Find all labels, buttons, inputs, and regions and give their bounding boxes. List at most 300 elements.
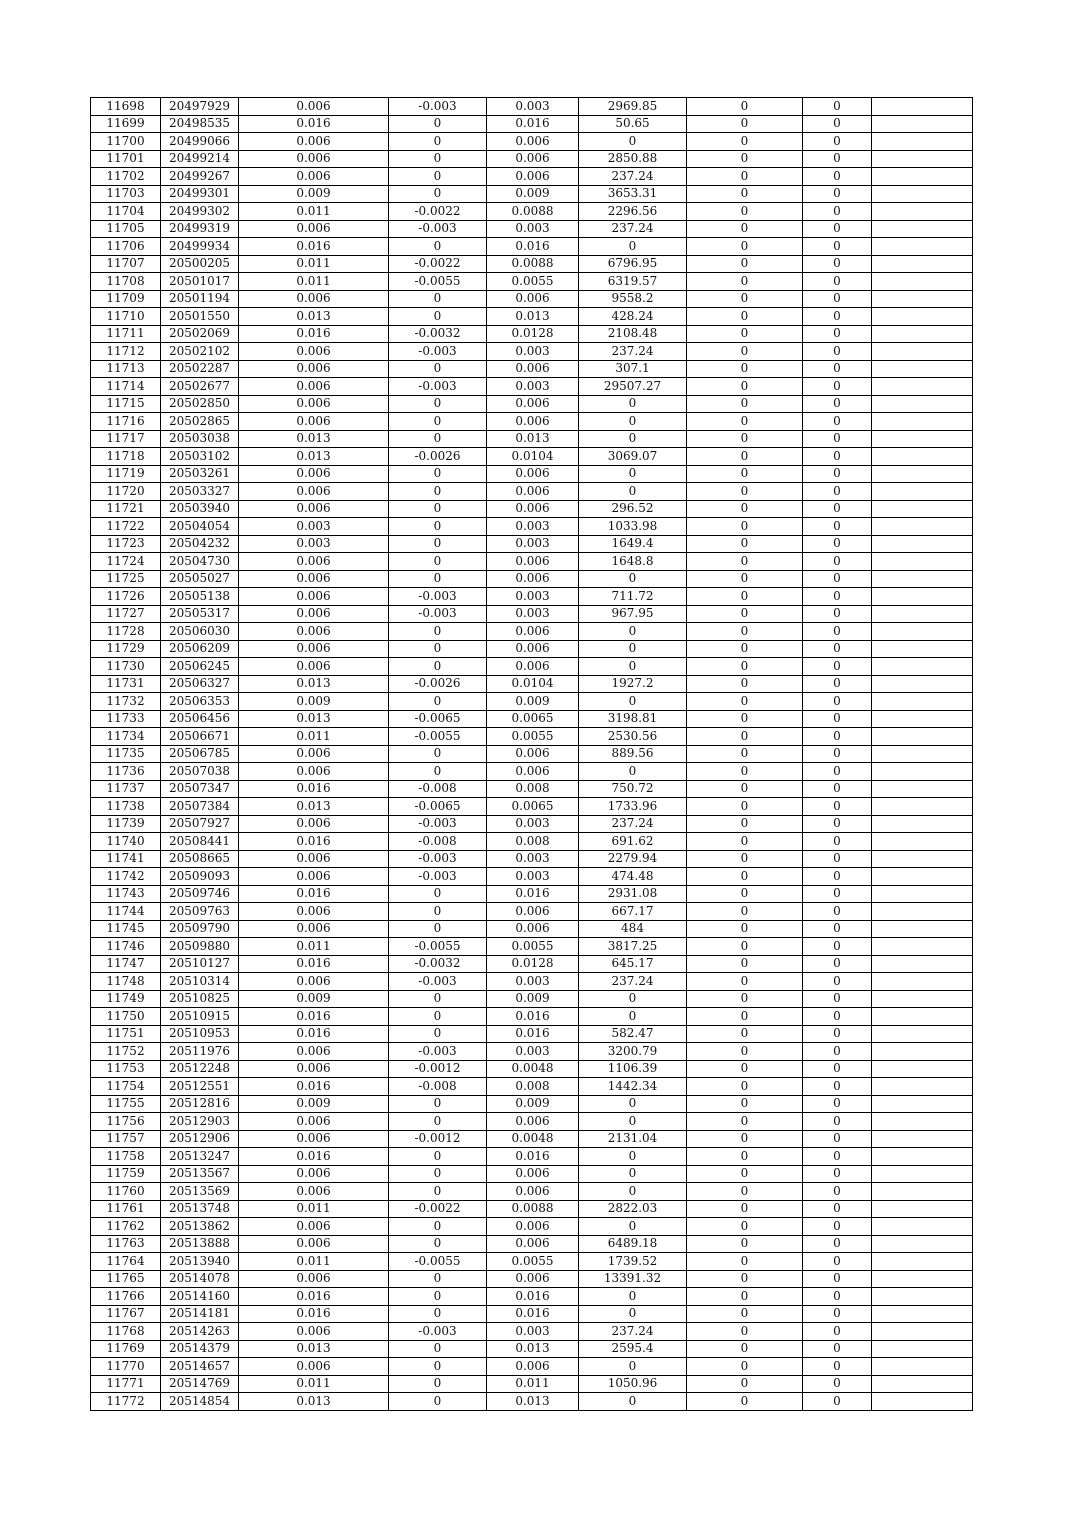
cell-record-id: 20512816 (161, 1095, 239, 1113)
cell-extra (872, 168, 973, 186)
cell-record-id: 20510127 (161, 955, 239, 973)
cell-extra (872, 185, 973, 203)
table-row (91, 1235, 973, 1253)
cell-value-c: 0.006 (487, 413, 579, 431)
cell-flag-b: 0 (803, 1130, 872, 1148)
table-row (91, 308, 973, 326)
cell-flag-a: 0 (687, 168, 803, 186)
cell-extra (872, 623, 973, 641)
cell-extra (872, 273, 973, 291)
cell-row-index: 11711 (91, 325, 161, 343)
cell-value-c: 0.016 (487, 238, 579, 256)
cell-amount: 645.17 (579, 955, 687, 973)
cell-flag-b: 0 (803, 98, 872, 116)
cell-value-b: -0.0022 (389, 1200, 487, 1218)
table-row (91, 325, 973, 343)
cell-value-a: 0.016 (239, 325, 389, 343)
cell-row-index: 11742 (91, 868, 161, 886)
cell-extra (872, 640, 973, 658)
cell-row-index: 11713 (91, 360, 161, 378)
cell-row-index: 11749 (91, 990, 161, 1008)
cell-flag-b: 0 (803, 1165, 872, 1183)
cell-extra (872, 133, 973, 151)
cell-amount: 0 (579, 1165, 687, 1183)
cell-value-c: 0.0055 (487, 273, 579, 291)
cell-record-id: 20506327 (161, 675, 239, 693)
cell-value-a: 0.011 (239, 273, 389, 291)
table-row (91, 885, 973, 903)
cell-record-id: 20509790 (161, 920, 239, 938)
cell-amount: 0 (579, 1148, 687, 1166)
cell-value-b: 0 (389, 570, 487, 588)
table-row (91, 1375, 973, 1393)
cell-flag-b: 0 (803, 430, 872, 448)
cell-extra (872, 780, 973, 798)
cell-flag-b: 0 (803, 658, 872, 676)
cell-flag-b: 0 (803, 798, 872, 816)
cell-value-b: 0 (389, 150, 487, 168)
cell-value-c: 0.0088 (487, 203, 579, 221)
cell-amount: 237.24 (579, 973, 687, 991)
cell-value-c: 0.006 (487, 360, 579, 378)
cell-value-a: 0.006 (239, 465, 389, 483)
cell-flag-b: 0 (803, 1148, 872, 1166)
cell-record-id: 20502069 (161, 325, 239, 343)
cell-record-id: 20499066 (161, 133, 239, 151)
cell-record-id: 20506245 (161, 658, 239, 676)
cell-amount: 2850.88 (579, 150, 687, 168)
table-row (91, 1323, 973, 1341)
cell-value-b: 0 (389, 168, 487, 186)
cell-flag-b: 0 (803, 1305, 872, 1323)
cell-value-a: 0.016 (239, 1025, 389, 1043)
cell-record-id: 20502287 (161, 360, 239, 378)
cell-record-id: 20514854 (161, 1393, 239, 1411)
cell-amount: 0 (579, 1358, 687, 1376)
cell-extra (872, 115, 973, 133)
cell-record-id: 20513567 (161, 1165, 239, 1183)
cell-flag-b: 0 (803, 675, 872, 693)
cell-value-c: 0.009 (487, 990, 579, 1008)
cell-record-id: 20504730 (161, 553, 239, 571)
cell-record-id: 20507927 (161, 815, 239, 833)
cell-flag-b: 0 (803, 780, 872, 798)
cell-extra (872, 98, 973, 116)
cell-amount: 2822.03 (579, 1200, 687, 1218)
cell-value-b: 0 (389, 553, 487, 571)
cell-flag-b: 0 (803, 290, 872, 308)
table-row (91, 588, 973, 606)
table-row (91, 1113, 973, 1131)
cell-extra (872, 360, 973, 378)
cell-extra (872, 938, 973, 956)
cell-value-a: 0.006 (239, 1113, 389, 1131)
cell-flag-b: 0 (803, 868, 872, 886)
cell-value-c: 0.0128 (487, 325, 579, 343)
cell-record-id: 20503327 (161, 483, 239, 501)
cell-flag-b: 0 (803, 448, 872, 466)
cell-value-b: 0 (389, 238, 487, 256)
cell-amount: 237.24 (579, 1323, 687, 1341)
cell-value-a: 0.016 (239, 1305, 389, 1323)
cell-flag-b: 0 (803, 1375, 872, 1393)
cell-value-c: 0.006 (487, 1235, 579, 1253)
cell-value-c: 0.0104 (487, 675, 579, 693)
cell-row-index: 11714 (91, 378, 161, 396)
cell-value-a: 0.006 (239, 133, 389, 151)
cell-record-id: 20506671 (161, 728, 239, 746)
table-row (91, 710, 973, 728)
cell-amount: 0 (579, 1218, 687, 1236)
cell-row-index: 11760 (91, 1183, 161, 1201)
cell-amount: 691.62 (579, 833, 687, 851)
cell-value-a: 0.013 (239, 1340, 389, 1358)
cell-record-id: 20512903 (161, 1113, 239, 1131)
cell-flag-a: 0 (687, 1358, 803, 1376)
table-row (91, 658, 973, 676)
cell-record-id: 20500205 (161, 255, 239, 273)
cell-value-b: -0.003 (389, 850, 487, 868)
cell-amount: 0 (579, 413, 687, 431)
table-row (91, 1078, 973, 1096)
table-row (91, 973, 973, 991)
cell-amount: 1442.34 (579, 1078, 687, 1096)
cell-flag-b: 0 (803, 203, 872, 221)
table-row (91, 483, 973, 501)
cell-flag-b: 0 (803, 1043, 872, 1061)
cell-value-a: 0.006 (239, 98, 389, 116)
cell-value-c: 0.0065 (487, 798, 579, 816)
cell-value-b: 0 (389, 763, 487, 781)
cell-value-a: 0.006 (239, 1183, 389, 1201)
cell-value-b: 0 (389, 1393, 487, 1411)
cell-record-id: 20512551 (161, 1078, 239, 1096)
cell-value-a: 0.016 (239, 780, 389, 798)
cell-value-a: 0.006 (239, 500, 389, 518)
cell-value-a: 0.006 (239, 360, 389, 378)
cell-flag-a: 0 (687, 1060, 803, 1078)
table-row (91, 1200, 973, 1218)
cell-value-a: 0.013 (239, 675, 389, 693)
table-row (91, 238, 973, 256)
table-row (91, 1165, 973, 1183)
cell-amount: 13391.32 (579, 1270, 687, 1288)
cell-flag-a: 0 (687, 308, 803, 326)
cell-value-b: -0.0012 (389, 1060, 487, 1078)
cell-value-a: 0.006 (239, 553, 389, 571)
cell-value-c: 0.006 (487, 763, 579, 781)
table-row (91, 115, 973, 133)
table-row (91, 360, 973, 378)
cell-flag-a: 0 (687, 273, 803, 291)
cell-flag-a: 0 (687, 868, 803, 886)
cell-flag-a: 0 (687, 1200, 803, 1218)
cell-flag-b: 0 (803, 1358, 872, 1376)
table-row (91, 378, 973, 396)
cell-record-id: 20507384 (161, 798, 239, 816)
table-row (91, 728, 973, 746)
table-row (91, 745, 973, 763)
cell-row-index: 11767 (91, 1305, 161, 1323)
cell-value-a: 0.016 (239, 1008, 389, 1026)
cell-amount: 6489.18 (579, 1235, 687, 1253)
cell-extra (872, 1113, 973, 1131)
table-row (91, 815, 973, 833)
cell-extra (872, 1323, 973, 1341)
cell-row-index: 11756 (91, 1113, 161, 1131)
cell-value-a: 0.006 (239, 290, 389, 308)
cell-value-c: 0.006 (487, 1183, 579, 1201)
cell-value-b: 0 (389, 1218, 487, 1236)
cell-row-index: 11736 (91, 763, 161, 781)
cell-value-a: 0.011 (239, 938, 389, 956)
cell-flag-b: 0 (803, 640, 872, 658)
cell-flag-a: 0 (687, 763, 803, 781)
cell-flag-b: 0 (803, 325, 872, 343)
cell-value-c: 0.008 (487, 1078, 579, 1096)
cell-value-a: 0.006 (239, 868, 389, 886)
cell-value-a: 0.006 (239, 1323, 389, 1341)
cell-value-a: 0.006 (239, 623, 389, 641)
cell-value-b: 0 (389, 623, 487, 641)
cell-value-b: 0 (389, 360, 487, 378)
cell-row-index: 11743 (91, 885, 161, 903)
cell-flag-a: 0 (687, 658, 803, 676)
cell-record-id: 20514078 (161, 1270, 239, 1288)
cell-row-index: 11771 (91, 1375, 161, 1393)
cell-record-id: 20504054 (161, 518, 239, 536)
cell-value-c: 0.003 (487, 850, 579, 868)
cell-value-c: 0.003 (487, 378, 579, 396)
cell-extra (872, 343, 973, 361)
cell-extra (872, 903, 973, 921)
table-row (91, 535, 973, 553)
cell-row-index: 11731 (91, 675, 161, 693)
cell-value-a: 0.006 (239, 763, 389, 781)
cell-amount: 29507.27 (579, 378, 687, 396)
table-row (91, 518, 973, 536)
cell-value-b: 0 (389, 1305, 487, 1323)
cell-value-c: 0.003 (487, 605, 579, 623)
cell-row-index: 11721 (91, 500, 161, 518)
cell-value-b: 0 (389, 920, 487, 938)
cell-value-a: 0.006 (239, 1270, 389, 1288)
cell-row-index: 11737 (91, 780, 161, 798)
cell-value-c: 0.003 (487, 973, 579, 991)
cell-record-id: 20512906 (161, 1130, 239, 1148)
cell-flag-a: 0 (687, 1218, 803, 1236)
cell-record-id: 20513569 (161, 1183, 239, 1201)
table-row (91, 693, 973, 711)
cell-value-a: 0.013 (239, 448, 389, 466)
cell-flag-b: 0 (803, 1078, 872, 1096)
cell-amount: 0 (579, 1183, 687, 1201)
cell-value-b: 0 (389, 465, 487, 483)
cell-amount: 6319.57 (579, 273, 687, 291)
cell-value-b: -0.0065 (389, 798, 487, 816)
cell-value-a: 0.006 (239, 815, 389, 833)
cell-extra (872, 588, 973, 606)
cell-amount: 1648.8 (579, 553, 687, 571)
cell-value-a: 0.016 (239, 833, 389, 851)
table-row (91, 798, 973, 816)
cell-row-index: 11703 (91, 185, 161, 203)
cell-flag-a: 0 (687, 343, 803, 361)
cell-value-c: 0.016 (487, 1288, 579, 1306)
table-row (91, 780, 973, 798)
cell-flag-b: 0 (803, 150, 872, 168)
cell-value-c: 0.0048 (487, 1130, 579, 1148)
table-row (91, 920, 973, 938)
cell-row-index: 11723 (91, 535, 161, 553)
cell-row-index: 11719 (91, 465, 161, 483)
cell-value-b: 0 (389, 1025, 487, 1043)
cell-flag-a: 0 (687, 448, 803, 466)
cell-value-b: 0 (389, 1235, 487, 1253)
cell-extra (872, 675, 973, 693)
cell-flag-a: 0 (687, 1235, 803, 1253)
cell-amount: 484 (579, 920, 687, 938)
cell-flag-a: 0 (687, 1078, 803, 1096)
cell-record-id: 20514769 (161, 1375, 239, 1393)
cell-value-a: 0.006 (239, 850, 389, 868)
cell-amount: 2108.48 (579, 325, 687, 343)
cell-flag-b: 0 (803, 413, 872, 431)
cell-value-b: -0.0022 (389, 255, 487, 273)
cell-flag-a: 0 (687, 220, 803, 238)
cell-extra (872, 1130, 973, 1148)
cell-value-c: 0.006 (487, 465, 579, 483)
cell-flag-b: 0 (803, 1393, 872, 1411)
cell-row-index: 11704 (91, 203, 161, 221)
cell-flag-b: 0 (803, 745, 872, 763)
cell-extra (872, 1165, 973, 1183)
cell-value-a: 0.006 (239, 343, 389, 361)
cell-value-a: 0.013 (239, 710, 389, 728)
cell-value-c: 0.013 (487, 1340, 579, 1358)
cell-extra (872, 973, 973, 991)
cell-row-index: 11752 (91, 1043, 161, 1061)
cell-row-index: 11747 (91, 955, 161, 973)
table-row (91, 430, 973, 448)
cell-amount: 1927.2 (579, 675, 687, 693)
cell-flag-b: 0 (803, 1060, 872, 1078)
cell-row-index: 11738 (91, 798, 161, 816)
cell-value-a: 0.011 (239, 1200, 389, 1218)
cell-flag-b: 0 (803, 115, 872, 133)
cell-extra (872, 1078, 973, 1096)
cell-row-index: 11754 (91, 1078, 161, 1096)
cell-amount: 296.52 (579, 500, 687, 518)
cell-row-index: 11761 (91, 1200, 161, 1218)
cell-row-index: 11728 (91, 623, 161, 641)
cell-extra (872, 1340, 973, 1358)
cell-flag-b: 0 (803, 1095, 872, 1113)
cell-flag-a: 0 (687, 1025, 803, 1043)
cell-record-id: 20513940 (161, 1253, 239, 1271)
cell-value-b: 0 (389, 903, 487, 921)
cell-record-id: 20506456 (161, 710, 239, 728)
cell-extra (872, 448, 973, 466)
cell-amount: 1050.96 (579, 1375, 687, 1393)
cell-record-id: 20499302 (161, 203, 239, 221)
table-row (91, 448, 973, 466)
cell-value-a: 0.011 (239, 203, 389, 221)
cell-value-c: 0.016 (487, 1305, 579, 1323)
cell-extra (872, 1025, 973, 1043)
cell-flag-b: 0 (803, 133, 872, 151)
cell-value-a: 0.006 (239, 1218, 389, 1236)
table-row (91, 290, 973, 308)
cell-value-a: 0.006 (239, 1043, 389, 1061)
cell-amount: 50.65 (579, 115, 687, 133)
cell-amount: 1649.4 (579, 535, 687, 553)
cell-value-b: 0 (389, 133, 487, 151)
cell-row-index: 11758 (91, 1148, 161, 1166)
cell-value-b: 0 (389, 658, 487, 676)
cell-amount: 3069.07 (579, 448, 687, 466)
cell-flag-a: 0 (687, 325, 803, 343)
cell-row-index: 11698 (91, 98, 161, 116)
table-row (91, 1288, 973, 1306)
cell-value-c: 0.003 (487, 868, 579, 886)
cell-value-b: -0.0055 (389, 728, 487, 746)
cell-record-id: 20508665 (161, 850, 239, 868)
cell-amount: 0 (579, 430, 687, 448)
cell-amount: 428.24 (579, 308, 687, 326)
cell-value-b: -0.003 (389, 973, 487, 991)
cell-flag-b: 0 (803, 1288, 872, 1306)
cell-flag-a: 0 (687, 955, 803, 973)
cell-value-b: 0 (389, 745, 487, 763)
table-row (91, 133, 973, 151)
cell-flag-a: 0 (687, 465, 803, 483)
cell-value-c: 0.0088 (487, 1200, 579, 1218)
cell-value-c: 0.003 (487, 588, 579, 606)
cell-record-id: 20501550 (161, 308, 239, 326)
cell-flag-a: 0 (687, 115, 803, 133)
table-row (91, 675, 973, 693)
cell-flag-b: 0 (803, 518, 872, 536)
cell-value-a: 0.006 (239, 483, 389, 501)
cell-extra (872, 1375, 973, 1393)
cell-value-a: 0.011 (239, 728, 389, 746)
cell-value-a: 0.006 (239, 150, 389, 168)
cell-value-a: 0.006 (239, 570, 389, 588)
cell-value-c: 0.003 (487, 535, 579, 553)
cell-extra (872, 518, 973, 536)
cell-extra (872, 1218, 973, 1236)
cell-record-id: 20501017 (161, 273, 239, 291)
cell-flag-a: 0 (687, 623, 803, 641)
cell-extra (872, 693, 973, 711)
cell-value-c: 0.009 (487, 1095, 579, 1113)
cell-row-index: 11726 (91, 588, 161, 606)
cell-flag-a: 0 (687, 133, 803, 151)
cell-value-a: 0.016 (239, 1078, 389, 1096)
cell-flag-a: 0 (687, 238, 803, 256)
cell-record-id: 20513748 (161, 1200, 239, 1218)
cell-flag-b: 0 (803, 885, 872, 903)
cell-value-b: 0 (389, 1358, 487, 1376)
cell-row-index: 11727 (91, 605, 161, 623)
cell-value-a: 0.006 (239, 640, 389, 658)
cell-row-index: 11725 (91, 570, 161, 588)
cell-value-a: 0.016 (239, 1148, 389, 1166)
cell-value-c: 0.006 (487, 150, 579, 168)
cell-flag-a: 0 (687, 413, 803, 431)
cell-value-b: -0.0012 (389, 1130, 487, 1148)
